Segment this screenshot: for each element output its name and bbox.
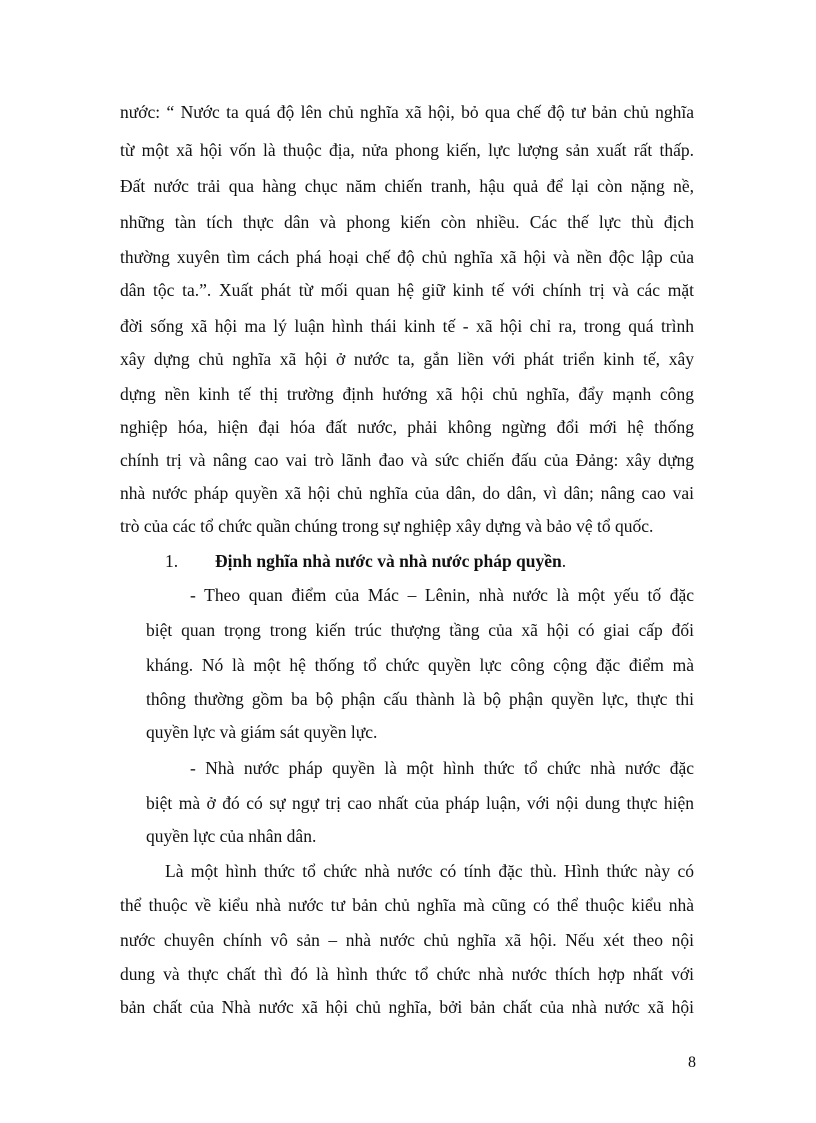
text-line: nước chuyên chính vô sản – nhà nước chủ nghĩa xã hội. Nếu xét theo nội [120, 930, 694, 950]
text-line: nước: “ Nước ta quá độ lên chủ nghĩa xã hội, bỏ qua chế độ tư bản chủ nghĩa [120, 102, 694, 122]
text-line: nhà nước pháp quyền xã hội chủ nghĩa của dân, do dân, vì dân; nâng cao vai [120, 483, 694, 503]
text-line: dung và thực chất thì đó là hình thức tổ chức nhà nước thích hợp nhất với [120, 964, 694, 984]
text-line: từ một xã hội vốn là thuộc địa, nửa phong kiến, lực lượng sản xuất rất thấp. [120, 140, 694, 160]
heading-period: . [561, 551, 567, 571]
heading-number: 1. [165, 551, 179, 571]
text-line: thể thuộc về kiểu nhà nước tư bản chủ nghĩa mà cũng có thể thuộc kiểu nhà [120, 895, 694, 915]
text-line: dân tộc ta.”. Xuất phát từ mối quan hệ giữ kinh tế với chính trị và các mặt [120, 280, 694, 300]
text-line: - Nhà nước pháp quyền là một hình thức tổ chức nhà nước đặc [190, 758, 694, 778]
text-line: quyền lực và giám sát quyền lực. [146, 722, 378, 742]
heading-title-text: Định nghĩa nhà nước và nhà nước pháp quyền [215, 551, 562, 571]
text-line: biệt quan trọng trong kiến trúc thượng tầng của xã hội có giai cấp đối [146, 620, 694, 640]
page-number: 8 [688, 1054, 696, 1071]
text-line: những tàn tích thực dân và phong kiến còn nhiều. Các thế lực thù địch [120, 212, 694, 232]
text-line: Là một hình thức tổ chức nhà nước có tính đặc thù. Hình thức này có [165, 861, 694, 881]
text-line: đời sống xã hội ma lý luận hình thái kinh tế - xã hội chỉ ra, trong quá trình [120, 316, 694, 336]
text-line: trò của các tổ chức quần chúng trong sự nghiệp xây dựng và bảo vệ tổ quốc. [120, 516, 654, 536]
text-line: chính trị và nâng cao vai trò lãnh đao và sức chiến đấu của Đảng: xây dựng [120, 450, 694, 470]
heading-title [215, 551, 566, 571]
text-line: nghiệp hóa, hiện đại hóa đất nước, phải không ngừng đổi mới hệ thống [120, 417, 694, 437]
text-line: thường xuyên tìm cách phá hoại chế độ chủ nghĩa xã hội và nền độc lập của [120, 247, 694, 267]
text-line: bản chất của Nhà nước xã hội chủ nghĩa, bởi bản chất của nhà nước xã hội [120, 997, 694, 1017]
text-line: biệt mà ở đó có sự ngự trị cao nhất của pháp luận, với nội dung thực hiện [146, 793, 694, 813]
text-line: quyền lực của nhân dân. [146, 826, 317, 846]
text-line: Đất nước trải qua hàng chục năm chiến tranh, hậu quả để lại còn nặng nề, [120, 176, 694, 196]
text-line: thông thường gồm ba bộ phận cấu thành là bộ phận quyền lực, thực thi [146, 689, 694, 709]
text-line: - Theo quan điểm của Mác – Lênin, nhà nước là một yếu tố đặc [190, 585, 694, 605]
text-line: xây dựng chủ nghĩa xã hội ở nước ta, gắn liền với phát triển kinh tế, xây [120, 349, 694, 369]
text-line: dựng nền kinh tế thị trường định hướng xã hội chủ nghĩa, đẩy mạnh công [120, 384, 694, 404]
text-line: kháng. Nó là một hệ thống tổ chức quyền lực công cộng đặc điểm mà [146, 655, 694, 675]
